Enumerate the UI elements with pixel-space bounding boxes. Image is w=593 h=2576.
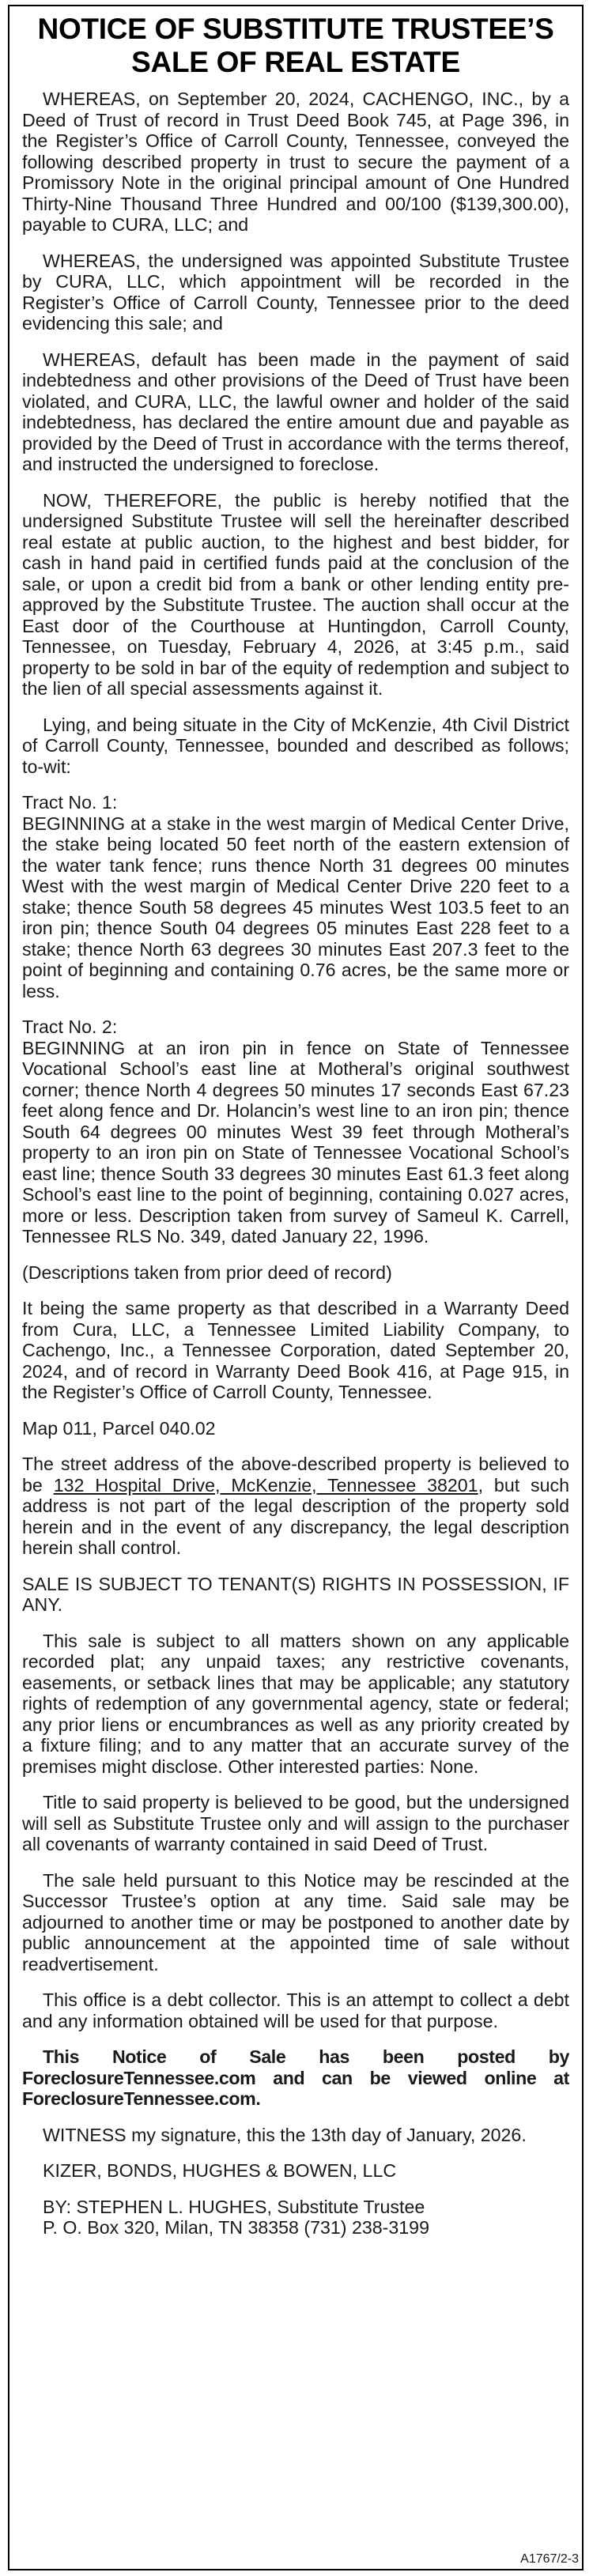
paragraph-title: Title to said property is believed to be good, but the undersigned will sell as Substitute Trustee only and will assign to the purchaser all covenants of warranty contained in said Deed of Trust. [22, 1792, 569, 1854]
notice-title-line-2: SALE OF REAL ESTATE [131, 46, 460, 78]
paragraph-rescind: The sale held pursuant to this Notice may be rescinded at the Successor Trustee’s option at any time. Said sale may be adjourned to another time or may be postponed to another date by public announcement at the appointed time of sale without readvertisement. [22, 1869, 569, 1974]
ad-reference-number: A1767/2-3 [520, 2552, 579, 2566]
street-address: 132 Hospital Drive, McKenzie, Tennessee 38201 [53, 1474, 478, 1495]
signature-block [22, 2197, 569, 2238]
tract-2 [22, 1016, 569, 1247]
notice-title-line-1: NOTICE OF SUBSTITUTE TRUSTEE’S [37, 13, 554, 45]
legal-notice-box [8, 5, 584, 2570]
paragraph-whereas-default: WHEREAS, default has been made in the payment of said indebtedness and other provisions of the Deed of Trust have been violated, and CURA, LLC, the lawful owner and holder of the said indebtedness, has declared the entire amount due and payable as provided by the Deed of Trust in accordance with the terms thereof, and instructed the undersigned to foreclose. [22, 349, 569, 474]
paragraph-street-address [22, 1454, 569, 1559]
street-address-lead: The street address of the above-described property is believed to be [22, 1454, 569, 1495]
tract-2-heading: Tract No. 2: [22, 1016, 118, 1037]
tract-1-heading: Tract No. 1: [22, 792, 118, 813]
paragraph-description-source: (Descriptions taken from prior deed of record) [22, 1262, 392, 1283]
paragraph-subject-to: This sale is subject to all matters shown on any applicable recorded plat; any unpaid taxes; any restrictive covenants, easements, or setback lines that may be applicable; any statutory rights of redemption of any governmental agency, state or federal; any prior liens or encumbrances as well as any priority created by a fixture filing; and to any matter that an accurate survey of the premises might disclose. Other interested parties: None. [22, 1630, 569, 1777]
paragraph-lying-situate: Lying, and being situate in the City of McKenzie, 4th Civil District of Carroll County, Tennessee, bounded and described as follows; to-wit: [22, 714, 569, 777]
tract-1 [22, 792, 569, 1001]
paragraph-map-parcel: Map 011, Parcel 040.02 [22, 1417, 216, 1439]
paragraph-now-therefore: NOW, THEREFORE, the public is hereby notified that the undersigned Substitute Trustee will sell the hereinafter described real estate at public auction, to the highest and best bidder, for cash in hand paid in certified funds paid at the conclusion of the sale, or upon a credit bid from a bank or other lending entity pre-approved by the Substitute Trustee. The auction shall occur at the East door of the Courthouse at Huntingdon, Carroll County, Tennessee, on Tuesday, February 4, 2026, at 3:45 p.m., said property to be sold in bar of the equity of redemption and subject to the lien of all special assessments against it. [22, 489, 569, 699]
notice-title [22, 13, 569, 79]
tract-2-description: BEGINNING at an iron pin in fence on State of Tennessee Vocational School’s east line at Motheral’s original southwest corner; thence North 4 degrees 50 minutes 17 seconds East 67.23 feet along fence and Dr. Holancin’s west line to an iron pin; thence South 64 degrees 00 minutes West 39 feet through Motheral’s property to an iron pin on State of Tennessee Vocational School’s east line; thence South 33 degrees 30 minutes East 61.3 feet along School’s east line to the point of beginning, containing 0.027 acres, more or less. Description taken from survey of Sameul K. Carrell, Tennessee RLS No. 349, dated January 22, 1996. [22, 1037, 569, 1247]
paragraph-tenant-rights: SALE IS SUBJECT TO TENANT(S) RIGHTS IN POSSESSION, IF ANY. [22, 1573, 569, 1615]
witness-line: WITNESS my signature, this the 13th day of January, 2026. [43, 2124, 527, 2145]
contact-address-line: P. O. Box 320, Milan, TN 38358 (731) 238-3199 [43, 2217, 429, 2238]
paragraph-whereas-appointment: WHEREAS, the undersigned was appointed Substitute Trustee by CURA, LLC, which appointment will be recorded in the Register’s Office of Carroll County, Tennessee prior to the deed evidencing this sale; and [22, 250, 569, 334]
law-firm-name: KIZER, BONDS, HUGHES & BOWEN, LLC [43, 2160, 397, 2181]
paragraph-whereas-deed: WHEREAS, on September 20, 2024, CACHENGO, INC., by a Deed of Trust of record in Trust Deed Book 745, at Page 396, in the Register’s Office of Carroll County, Tennessee, conveyed the following described property in trust to secure the payment of a Promissory Note in the original principal amount of One Hundred Thirty-Nine Thousand Three Hundred and 00/100 ($139,300.00), payable to CURA, LLC; and [22, 89, 569, 235]
tract-1-description: BEGINNING at a stake in the west margin of Medical Center Drive, the stake being located 50 feet north of the eastern extension of the water tank fence; runs thence North 31 degrees 00 minutes West with the west margin of Medical Center Drive 220 feet to a stake; thence South 58 degrees 45 minutes West 103.5 feet to an iron pin; thence South 04 degrees 05 minutes East 228 feet to a stake; thence North 63 degrees 30 minutes East 207.3 feet to the point of beginning and containing 0.76 acres, be the same more or less. [22, 813, 569, 1001]
signer-line: BY: STEPHEN L. HUGHES, Substitute Trustee [43, 2196, 425, 2217]
notice-content [22, 13, 569, 2238]
paragraph-posted-online: This Notice of Sale has been posted by ForeclosureTennessee.com and can be viewed online at ForeclosureTennessee.com. [22, 2046, 569, 2109]
street-address-tail: , but such address is not part of the legal description of the property sold herein and in the event of any discrepancy, the legal description herein shall control. [22, 1474, 570, 1558]
paragraph-debt-collector: This office is a debt collector. This is an attempt to collect a debt and any information obtained will be used for that purpose. [22, 1990, 569, 2031]
paragraph-same-property: It being the same property as that described in a Warranty Deed from Cura, LLC, a Tennessee Limited Liability Company, to Cachengo, Inc., a Tennessee Corporation, dated September 20, 2024, and of record in Warranty Deed Book 416, at Page 915, in the Register’s Office of Carroll County, Tennessee. [22, 1298, 569, 1402]
